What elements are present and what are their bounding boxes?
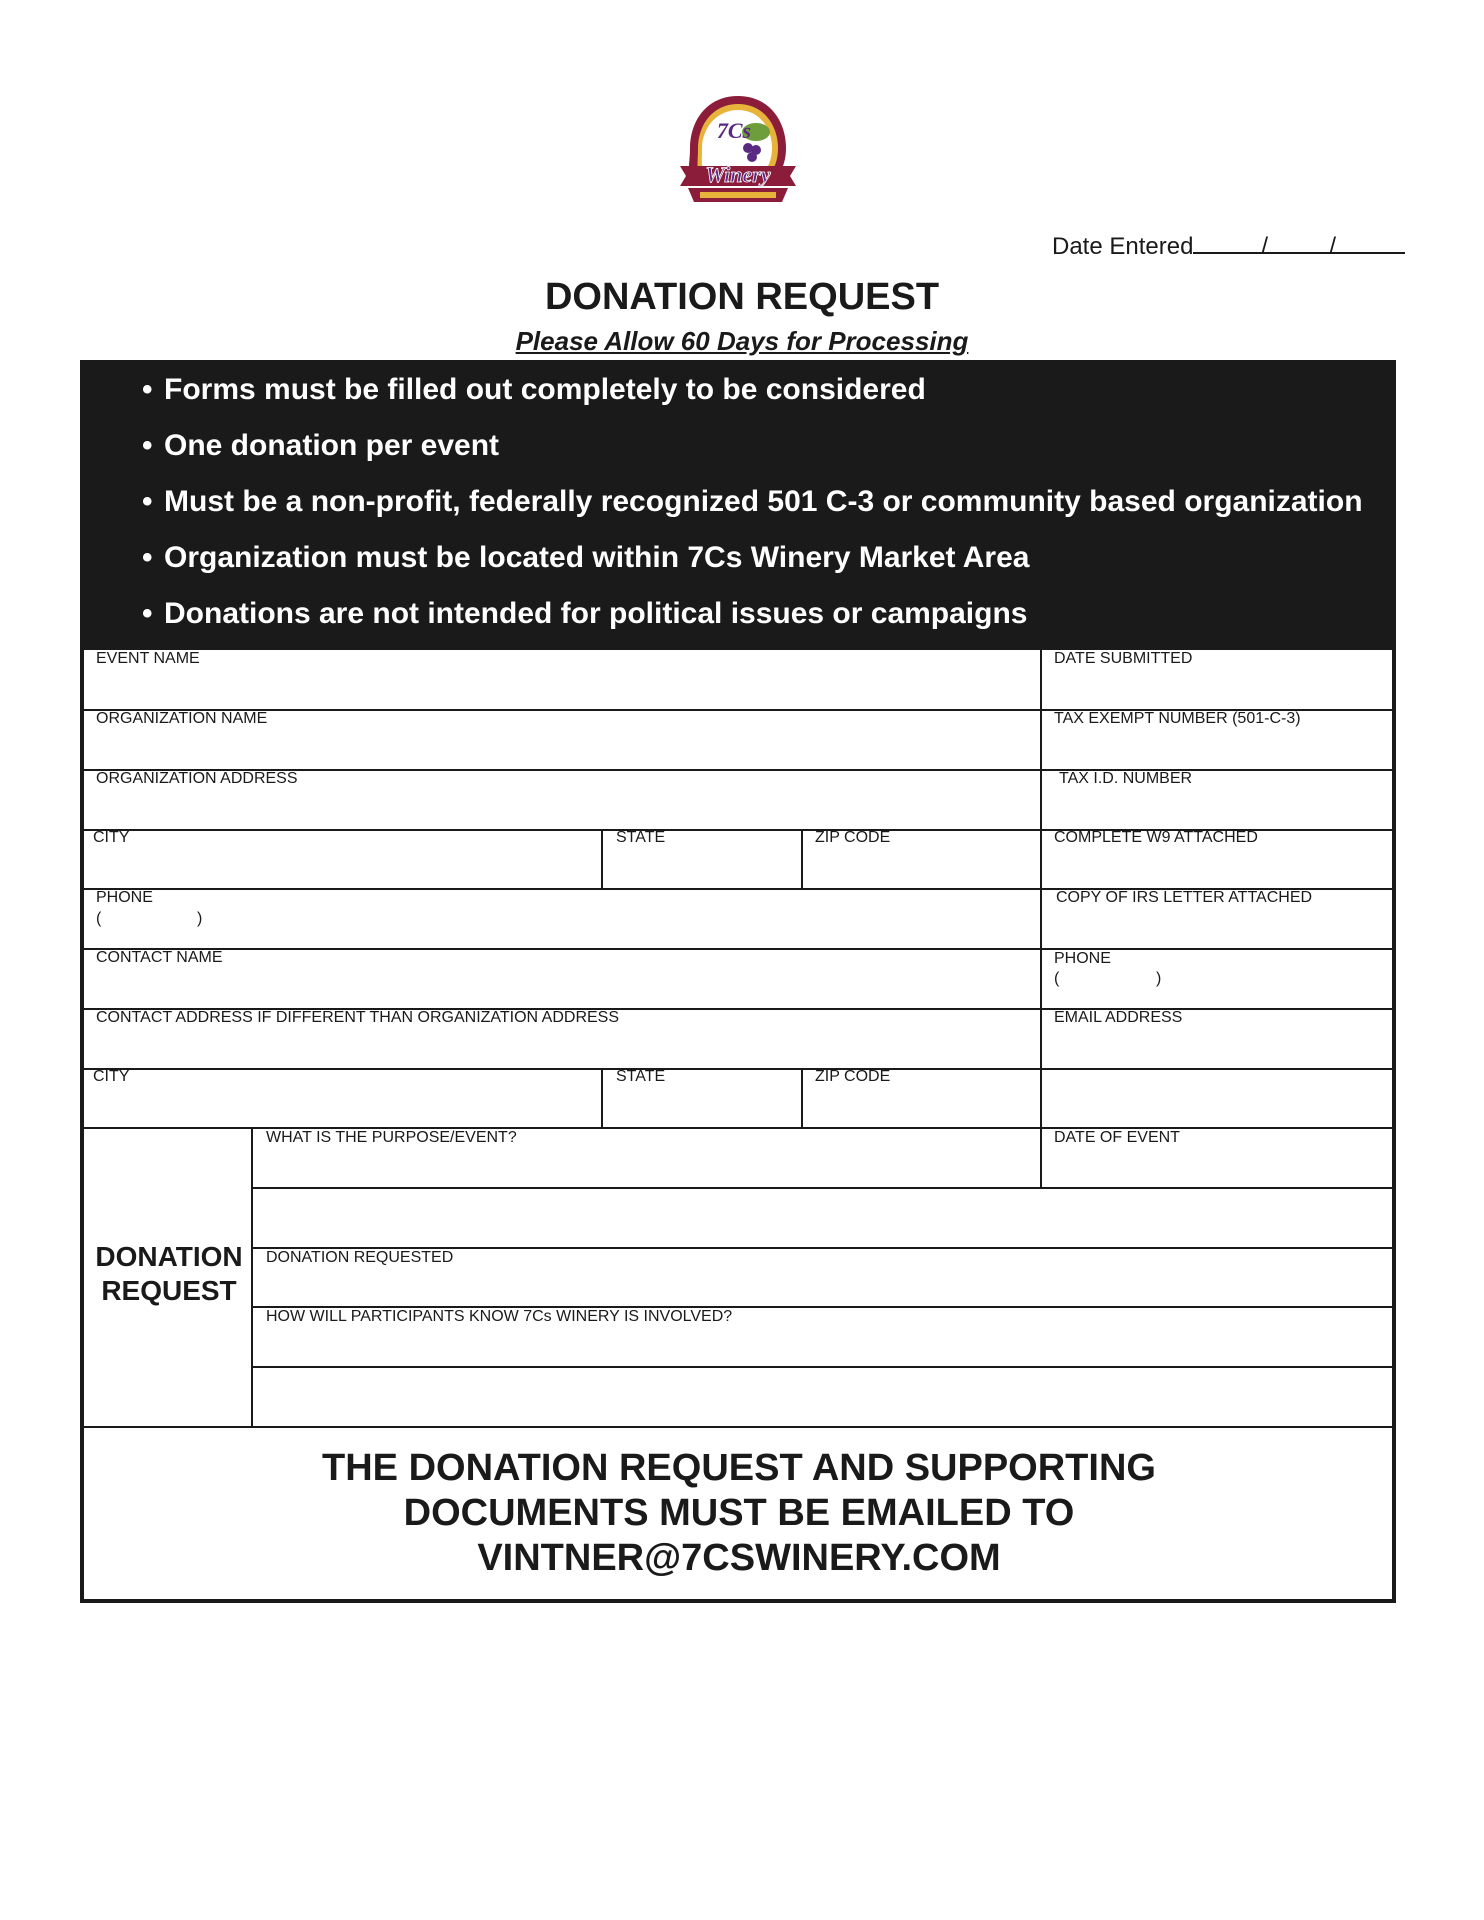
contact-zip-code-label: ZIP CODE [815,1068,891,1085]
organization-name-label: ORGANIZATION NAME [96,710,268,727]
date-entered [1052,228,1405,261]
winery-logo [674,92,802,210]
date-submitted-label: DATE SUBMITTED [1054,650,1193,667]
grid-line [801,1068,803,1127]
city-label: CITY [93,829,130,846]
phone-paren-open: ( [1054,970,1060,987]
page-subtitle: Please Allow 60 Days for Processing [515,326,969,356]
organization-address-label: ORGANIZATION ADDRESS [96,770,298,787]
donation-request-side-label: DONATION REQUEST [95,1241,243,1306]
how-participants-know-label: HOW WILL PARTICIPANTS KNOW 7Cs WINERY IS INVOLVED? [266,1308,733,1325]
footer-line: DOCUMENTS MUST BE EMAILED TO [403,1492,1075,1534]
rule-item: • One donation per event [142,429,500,462]
date-of-event-label: DATE OF EVENT [1054,1129,1180,1146]
rule-item: • Must be a non-profit, federally recognized 501 C-3 or community based organization [142,485,1363,518]
state-label: STATE [616,829,666,846]
rule-item: • Donations are not intended for political issues or campaigns [142,597,1028,630]
zip-code-label: ZIP CODE [815,829,891,846]
date-entered-label: Date Entered [1052,233,1194,260]
email-address-label: EMAIL ADDRESS [1054,1009,1183,1026]
contact-phone-label: PHONE [1054,950,1111,967]
contact-city-label: CITY [93,1068,130,1085]
w9-attached-label: COMPLETE W9 ATTACHED [1054,829,1258,846]
contact-name-label: CONTACT NAME [96,949,223,966]
tax-exempt-number-label: TAX EXEMPT NUMBER (501-C-3) [1054,710,1301,727]
phone-paren-close: ) [1156,970,1162,987]
event-name-label: EVENT NAME [96,650,200,667]
grid-line [601,829,603,888]
donation-requested-label: DONATION REQUESTED [266,1249,454,1266]
date-entered-year-blank[interactable] [1331,228,1405,254]
date-separator: / [1329,233,1337,260]
rule-item: • Forms must be filled out completely to be considered [142,373,926,406]
footer-instructions [84,1446,1394,1581]
footer-email: VINTNER@7CSWINERY.COM [477,1537,1001,1579]
date-entered-month-blank[interactable] [1193,228,1263,254]
rules-box [82,362,1392,650]
phone-paren-open: ( [96,910,102,927]
date-separator: / [1261,233,1269,260]
grid-line [1040,650,1042,1187]
purpose-event-label: WHAT IS THE PURPOSE/EVENT? [266,1129,517,1146]
contact-address-label: CONTACT ADDRESS IF DIFFERENT THAN ORGANIZATION ADDRESS [96,1009,620,1026]
irs-letter-attached-label: COPY OF IRS LETTER ATTACHED [1056,889,1313,906]
contact-state-label: STATE [616,1068,666,1085]
grid-line [252,1366,1392,1368]
grid-line [82,1426,1392,1428]
grid-line [82,1068,1392,1070]
grid-line [801,829,803,888]
date-entered-day-blank[interactable] [1263,228,1331,254]
phone-paren-close: ) [197,910,203,927]
rule-item: • Organization must be located within 7Cs Winery Market Area [142,541,1030,574]
grid-line [82,948,1392,950]
phone-label: PHONE [96,889,153,906]
page-title: DONATION REQUEST [544,276,940,318]
grid-line [601,1068,603,1127]
grid-line [252,1187,1392,1189]
logo-text-top: 7Cs [716,118,752,143]
footer-line: THE DONATION REQUEST AND SUPPORTING [322,1447,1156,1489]
tax-id-number-label: TAX I.D. NUMBER [1059,770,1193,787]
logo-text-main: Winery [705,162,771,187]
